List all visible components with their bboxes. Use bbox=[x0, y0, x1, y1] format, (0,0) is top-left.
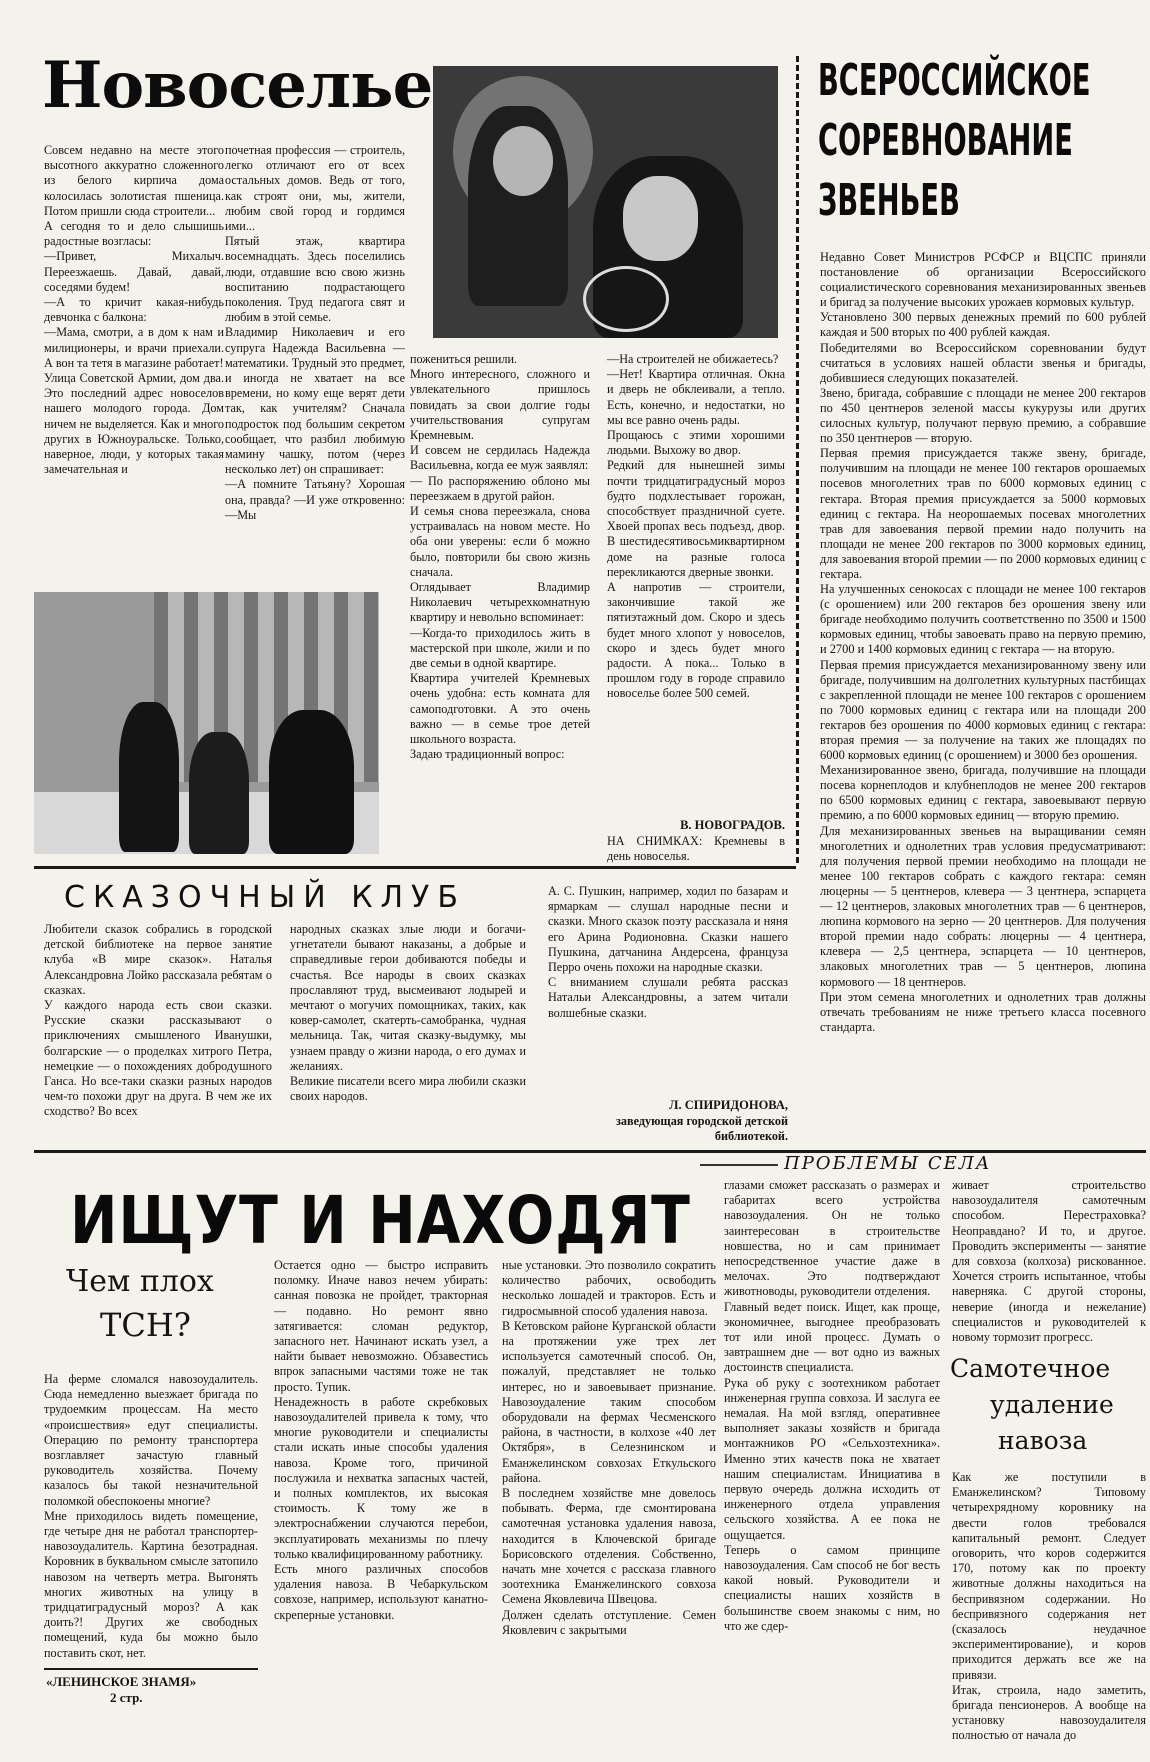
ischut-column-5b: Как же поступили в Еманжелинском? Типовому четырехрядному коровнику на двести голов требовался капитальный ремонт. Следует оговорить, что коров содержится 170, потому как по проекту животные должны находиться на беспривязном содержании. Но беспривязного содержания нет (сказалось неудачное экспериментирование), и коров приходится держать все же на привязи. Итак, строила, надо заметить, бригада пенсионеров. А вообще на установку навозоудалителя полностью от начала до bbox=[952, 1470, 1146, 1743]
ischut-subtitle bbox=[58, 1262, 258, 1360]
ischut-subtitle-line-2: ТСН? bbox=[100, 1306, 191, 1344]
photo-couple bbox=[433, 66, 778, 338]
novoselie-title: Новоселье bbox=[42, 48, 433, 123]
ischut-column-4: глазами сможет рассказать о размерах и габаритах всего устройства навозоудаления. Он не только заинтересован в строительстве новшества, но и сам принимает непосредственное участие даже в мелочах. Это подтверждают животноводы, руководители отделения. Главный ведет поиск. Ищет, как проще, экономичнее, выгоднее преобразовать тот или иной процесс. Думать о завтрашнем дне — вот одно из важных достоинств специалиста. Рука об руку с зоотехником работает инженерная группа совхоза. И заслуга ее немалая. На мой взгляд, оперативнее выполняет заказы хозяйств и бригада монтажников РО «Сельхозтехника». Именно этих качеств пока не хватает нашим специалистам. Инициатива в первую очередь должна исходить от инженерного отдела управления сельского хозяйства. А ее пока не ощущается. Теперь о самом принципе навозоудаления. Сам способ не бог весть какой новый. Руководители и специалисты наших хозяйств в большинстве своем знакомы с ним, но что же сдер- bbox=[724, 1178, 940, 1633]
novoselie-column-1: Совсем недавно на месте этого высотного аккуратно сложенного из белого кирпича дома колосилась золотистая пшеница. Потом пришли сюда строители... А сегодня то и дело слышишь радостные возгласы: —Привет, Михалыч. Переезжаешь. Давай, давай, соседями будем! —А то кричит какая-нибудь девчонка с балкона: —Мама, смотри, а в дом к нам и милиционеры, и врачи приехали. А вон та тетя в магазине работает! Улица Советской Армии, дом два. Это последний адрес новоселов нашего молодого города. Дом ничем не выделяется. Как и много других в Южноуральске. Только, наверное, люди, у которых такая замечательная и bbox=[44, 143, 224, 477]
ischut-subtitle-2-line-2: удаление bbox=[990, 1390, 1114, 1419]
fairy-signature-role: заведующая городской детской библиотекой. bbox=[616, 1114, 788, 1144]
page-number: 2 стр. bbox=[110, 1690, 143, 1705]
ischut-subtitle-line-1: Чем плох bbox=[66, 1264, 214, 1299]
novoselie-photo-caption: НА СНИМКАХ: Кремневы в день новоселья. bbox=[607, 834, 785, 864]
competition-title-line-1: ВСЕРОССИЙСКОЕ bbox=[818, 55, 1091, 106]
rubric-label: ПРОБЛЕМЫ СЕЛА bbox=[784, 1153, 992, 1174]
novoselie-column-4: —На строителей не обижаетесь? —Нет! Квартира отличная. Окна и дверь не обклеивали, а тепло. Есть, конечно, и недостатки, но мы все равно очень рады. Прощаюсь с этими хорошими людьми. Выхожу во двор. Редкий для нынешней зимы почти тридцатиградусный мороз будто подхлестывает горожан, способствует праздничной суете. Хвоей пропах весь подъезд, двор. В шестидесятивосьмиквартирном доме на разные голоса перекликаются дверные звонки. А напротив — строители, закончившие такой же пятиэтажный дом. Скоро и здесь будет много хлопот у новоселов, скоро и здесь будет много радости. А пока... Только в прошлом году в городе справило новоселье более 500 семей. bbox=[607, 352, 785, 701]
ischut-subtitle-2 bbox=[950, 1352, 1146, 1464]
photo-couple-lamp bbox=[583, 266, 669, 332]
newspaper-name: «ЛЕНИНСКОЕ ЗНАМЯ» bbox=[46, 1674, 197, 1689]
competition-title-line-2: СОРЕВНОВАНИЕ bbox=[818, 115, 1073, 166]
ischut-title: ИЩУТ И НАХОДЯТ bbox=[70, 1182, 691, 1259]
rubric-rule bbox=[700, 1164, 778, 1166]
competition-title-line-3: ЗВЕНЬЕВ bbox=[818, 175, 960, 226]
fairy-club-title: СКАЗОЧНЫЙ КЛУБ bbox=[64, 880, 466, 915]
fairy-signature: Л. СПИРИДОНОВА, bbox=[669, 1098, 788, 1112]
photo-family-person-3 bbox=[269, 710, 354, 854]
ischut-column-2: Остается одно — быстро исправить поломку. Иначе навоз нечем убирать: санная повозка не пройдет, тракторная — подавно. Но ремонт явно затягивается: сломан редуктор, запасного нет. Начинают искать узел, а найти бывает невозможно. Обзавестись впрок запасными частями тоже не так просто. Тупик. Ненадежность в работе скребковых навозоудалителей привела к тому, что многие руководители и специалисты стали искать иные способы удаления навоза. Кроме того, причиной послужила и нехватка запасных частей, и полных комплектов, их высокая стоимость. К тому же в электроснабжении случаются перебои, эксплуатировать механизмы по плечу только квалифицированному работнику. Есть много различных способов удаления навоза. В Чебаркульском совхозе, например, используют канатно-скреперные установки. bbox=[274, 1258, 488, 1622]
photo-family-person-2 bbox=[189, 732, 249, 854]
ischut-subtitle-2-line-1: Самотечное bbox=[950, 1354, 1111, 1383]
novoselie-signature: В. НОВОГРАДОВ. bbox=[680, 818, 785, 832]
competition-text: Недавно Совет Министров РСФСР и ВЦСПС приняли постановление об организации Всероссийского социалистического соревнования механизированных звеньев и бригад за получение высоких урожаев кормовых культур. Установлено 300 первых денежных премий по 600 рублей каждая и 500 вторых по 400 рублей каждая. Победителями во Всероссийском соревновании будут считаться в условиях нашей области звенья и бригады, добившиеся следующих показателей. Звено, бригада, собравшие с площади не менее 200 гектаров по 450 центнеров зеленой массы кукурузы или других силосных культур, получают первую премию, а собравшие по 350 центнеров — вторую. Первая премия присуждается также звену, бригаде, получившим на площади не менее 100 гектаров орошаемых посевов многолетних трав по 6000 кормовых единиц с гектара. Вторая премия присуждается за 5000 кормовых единиц с гектара. На неорошаемых посевах многолетних трав для завоевания первой премии надо получить на площади не менее 200 гектаров по 3000 кормовых единиц, для завоевания второй премии — по 2000 кормовых единиц с гектара. На улучшенных сенокосах с площади не менее 100 гектаров (с орошением) или 200 гектаров без орошения звену или бригаде необходимо получить соответственно по 3500 и 1500 кормовых единиц, чтобы завоевать право на первую премию, и 2700 и 1400 кормовых единиц с гектара — на вторую. Первая премия присуждается механизированному звену или бригаде, получившим на долголетних культурных пастбищах с закрепленной площади не менее 100 гектаров с орошением по 7000 кормовых единиц с гектара или на площади 200 гектаров без орошения по 4000 кормовых единиц с гектара: вторая премия — за получение на таких же площадях по 6000 кормовых единиц (с орошением) и 3000 без орошения. Механизированное звено, бригада, получившие на площади посева корнеплодов и клубнеплодов не менее 200 гектаров по 6500 кормовых единиц с гектара, завоевывают первую премию, а по 6000 кормовых единиц — вторую премию. Для механизированных звеньев на выращивании семян многолетних и однолетних трав условия предусматривают: для получения первой премии необходимо на площади не менее 100 гектаров собрать с каждого гектара: семян люцерны — 5 центнеров, клевера — 3 центнера, эспарцета — 12 центнеров, злаковых многолетних трав — 6 центнеров, люпина кормового на зерно — 20 центнеров. Для получения второй премии надо собрать: люцерны — 4 центнера, клевера — 2,5 центнера, эспарцета — 10 центнеров, злаковых многолетних трав — 5 центнеров, люпина кормового — 18 центнеров. При этом семена многолетних и однолетних трав должны отвечать требованиям не ниже третьего класса посевного стандарта. bbox=[820, 250, 1146, 1034]
ischut-subtitle-2-line-3: навоза bbox=[998, 1426, 1088, 1455]
photo-couple-woman-face bbox=[493, 126, 553, 196]
fairy-column-1: Любители сказок собрались в городской детской библиотеке на первое занятие клуба «В мире сказок». Наталья Александровна Лойко рассказала ребятам о сказках. У каждого народа есть свои сказки. Русские сказки рассказывают о приключениях смышленого Иванушки, болгарские — о проделках хитрого Петра, немецкие — о похождениях добродушного Ганса. Но все-таки сказки разных народов чем-то похожи друг на друга. В чем же их сходство? Во всех bbox=[44, 922, 272, 1119]
ischut-column-3: ные установки. Это позволило сократить количество рабочих, освободить несколько лошадей и тракторов. Есть и гидросмывной способ удаления навоза. В Кетовском районе Курганской области на протяжении уже трех лет используется самотечный способ. Он, пожалуй, представляет не только интерес, но и завоевывает признание. Навозоудаление таким способом оборудовали на фермах Чесменского района, в частности, в колхозе «40 лет Октября», в Селезнинском и Еманжелинском совхозах Еткульского района. В последнем хозяйстве мне довелось побывать. Ферма, где смонтирована самотечная установка удаления навоза, находится в Ключевской бригаде Борисовского отделения. Собственно, начать мне хочется с рассказа главного зоотехника Еманжелинского совхоза Семена Яковлевича Швецова. Должен сделать отступление. Семен Яковлевич с закрытыми bbox=[502, 1258, 716, 1637]
photo-family bbox=[34, 592, 379, 854]
column-rule bbox=[796, 56, 799, 866]
fairy-column-2: народных сказках злые люди и богачи-угнетатели бывают наказаны, а добрые и справедливые герои добиваются победы и счастья. Все народы в своих сказках прославляют труд, высмеивают лодырей и мечтают о могучих помощниках, таких, как ковер-самолет, скатерть-самобранка, чудная мельница. Так, читая сказку-выдумку, мы узнаем правду о жизни народа, о его думах и желаниях. Великие писатели всего мира любили сказки своих народов. bbox=[290, 922, 526, 1104]
photo-family-person-1 bbox=[119, 702, 179, 852]
footer-rule bbox=[44, 1668, 258, 1670]
novoselie-column-2: почетная профессия — строитель, легко отличают его от всех остальных домов. Ведь от того, как строят они, мы, жители, любим свой город и гордимся ими... Пятый этаж, квартира восемнадцать. Здесь поселились люди, отдавшие всю свою жизнь воспитанию подрастающего поколения. Труд педагога свят и любим в этой семье. Владимир Николаевич и его супруга Надежда Васильевна — математики. Трудный это предмет, и иногда не хватает на все времени, но кому еще верят дети так, как учителям? Сначала подросток под большим секретом сообщает, что разбил любимую мамину чашку, потом (через несколько лет) он спрашивает: —А помните Татьяну? Хорошая она, правда? —И уже откровенно: —Мы bbox=[225, 143, 405, 522]
ischut-column-5: живает строительство навозоудалителя самотечным способом. Перестраховка? Неоправдано? И то, и другое. Проводить эксперименты — занятие для совхоза (колхоза) рискованное. Хочется строить испытанное, чтобы наверняка. С другой стороны, неверие (иногда и нежелание) специалистов и руководителей к новому тормозит прогресс. bbox=[952, 1178, 1146, 1345]
ischut-column-1: На ферме сломался навозоудалитель. Сюда немедленно выезжает бригада по трудоемким процессам. На место «происшествия» едут специалисты. Операцию по ремонту транспортера возглавляет зачастую главный руководитель хозяйства. Почему казалось бы такой незначительной поломкой обеспокоены многие? Мне приходилось видеть помещение, где четыре дня не работал транспортер-навозоудалитель. Картина безотрадная. Коровник в буквальном смысле затопило навозом на четверть метра. Выгонять многих животных на улицу в тридцатиградусный мороз? А как доить?! Других же свободных помещений, куда бы можно было поставить скот, нет. bbox=[44, 1372, 258, 1660]
photo-couple-man-face bbox=[623, 176, 698, 261]
novoselie-column-3: пожениться решили. Много интересного, сложного и увлекательного пришлось повидать за свои долгие годы учительствования супругам Кремневым. И совсем не сердилась Надежда Васильевна, когда ее муж заявлял: — По распоряжению облоно мы переезжаем в другой район. И семья снова переезжала, снова устраивалась на новом месте. Но оба они уверены: если б можно было, повторили бы свою жизнь сначала. Оглядывает Владимир Николаевич четырехкомнатную квартиру и невольно вспоминает: —Когда-то приходилось жить в мастерской при школе, жили и по две семьи в одной квартире. Квартира учителей Кремневых очень удобна: есть комната для самоподготовки. А это очень важно — в семье трое детей школьного возраста. Задаю традиционный вопрос: bbox=[410, 352, 590, 762]
rule-fairy-top bbox=[34, 866, 796, 869]
competition-title bbox=[818, 56, 1148, 236]
fairy-column-3: А. С. Пушкин, например, ходил по базарам и ярмаркам — слушал народные песни и сказки. Много сказок поэту рассказала и няня его Арина Родионовна. Сказки нашего Пушкина, датчанина Андерсена, француза Перро очень похожи на народные сказки. С вниманием слушали ребята рассказ Натальи Александровны, а затем читали волшебные сказки. bbox=[548, 884, 788, 1020]
